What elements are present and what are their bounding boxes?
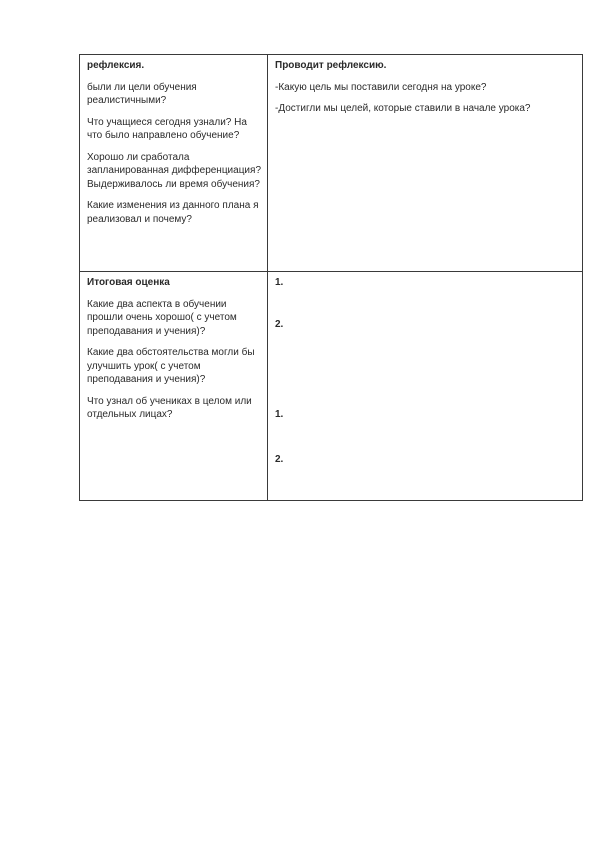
cell-heading: Итоговая оценка xyxy=(87,277,170,288)
cell-paragraph: Что учащиеся сегодня узнали? На что было направлено обучение? xyxy=(87,116,247,141)
table-cell-right xyxy=(268,272,583,501)
cell-line: -Достигли мы целей, которые ставили в начале урока? xyxy=(275,103,531,114)
table-cell-right xyxy=(268,55,583,272)
table-cell-left xyxy=(80,55,268,272)
table-row xyxy=(80,55,583,272)
cell-heading: рефлексия. xyxy=(87,60,145,71)
cell-paragraph: Какие два аспекта в обучении прошли очень хорошо( с учетом преподавания и учения)? xyxy=(87,298,237,337)
cell-paragraph: Какие два обстоятельства могли бы улучшить урок( с учетом преподавания и учения)? xyxy=(87,347,255,385)
cell-paragraph: были ли цели обучения реалистичными? xyxy=(87,81,197,106)
list-number: 2. xyxy=(275,454,284,465)
cell-paragraph: Что узнал об учениках в целом или отдельных лицах? xyxy=(87,395,252,420)
list-number: 2. xyxy=(275,319,284,330)
list-number: 1. xyxy=(275,277,284,288)
cell-paragraph: Хорошо ли сработала запланированная дифференциация? Выдерживалось ли время обучения? xyxy=(87,151,261,190)
reflection-table xyxy=(79,54,583,501)
cell-paragraph: Какие изменения из данного плана я реализовал и почему? xyxy=(87,200,259,225)
list-number: 1. xyxy=(275,409,284,420)
table-row xyxy=(80,272,583,501)
cell-line: -Какую цель мы поставили сегодня на уроке? xyxy=(275,81,487,93)
cell-heading: Проводит рефлексию. xyxy=(275,60,387,71)
table-cell-left xyxy=(80,272,268,501)
